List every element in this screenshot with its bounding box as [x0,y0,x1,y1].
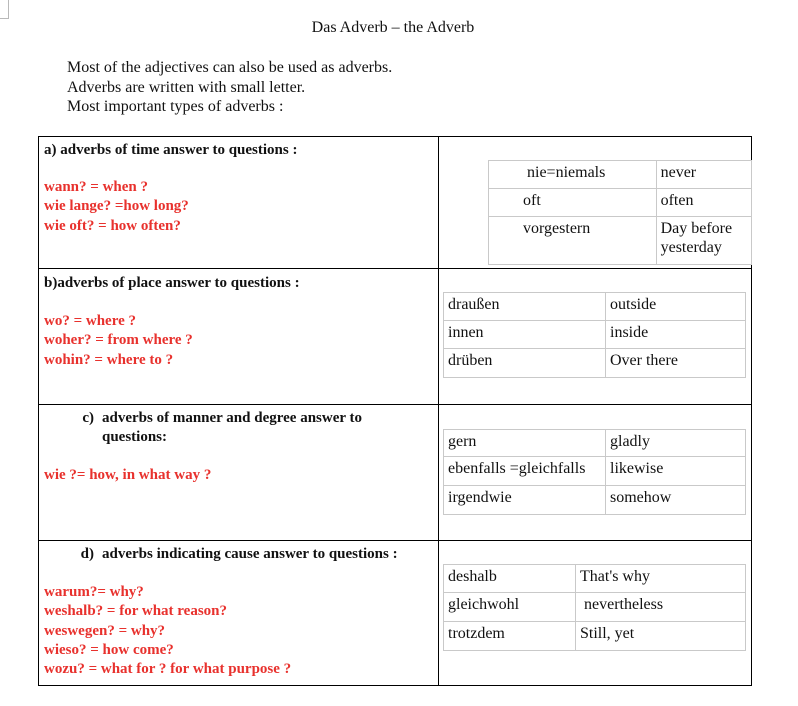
table-row [444,593,746,622]
german-word: ebenfalls =gleichfalls [444,457,606,486]
english-word: Day before yesterday [656,217,751,265]
table-row [444,457,746,486]
section-heading [44,409,402,447]
table-row [444,486,746,515]
english-word: inside [606,321,746,349]
german-word: trotzdem [444,622,576,651]
table-row [444,622,746,651]
section-cause [44,545,398,679]
table-row [489,161,752,189]
english-word: often [656,189,751,217]
question-line: wohin? = where to ? [44,351,174,368]
english-word: Over there [606,349,746,378]
table-row [444,565,746,593]
german-word: nie=niemals [489,161,657,189]
german-word: gern [444,430,606,457]
row-divider [38,540,752,541]
question-line: wieso? = how come? [44,641,174,658]
english-word: gladly [606,430,746,457]
question-line: wie ?= how, in what way ? [44,467,212,483]
german-word: irgendwie [444,486,606,515]
question-line: wozu? = what for ? for what purpose ? [44,661,292,678]
row-divider [38,268,752,269]
table-row [444,293,746,321]
german-word: oft [489,189,657,217]
section-manner [44,409,402,485]
question-line: wo? = where ? [44,313,137,329]
section-heading [44,545,398,564]
english-word: Still, yet [576,622,746,651]
english-word: outside [606,293,746,321]
question-line: weshalb? = for what reason? [44,603,228,620]
table-row [444,321,746,349]
vocab-table-time [488,160,752,265]
question-line: wann? = when ? [44,179,148,195]
german-word: draußen [444,293,606,321]
intro-line: Most of the adjectives can also be used as adverbs. [67,59,393,76]
intro-line: Adverbs are written with small letter. [67,78,306,96]
english-word: never [656,161,751,189]
section-number: d) [80,546,94,562]
section-number: c) [82,410,94,426]
vocab-table-place [443,292,746,378]
page-corner-mark [0,0,9,19]
table-border-left [38,136,39,686]
section-heading: b)adverbs of place answer to questions : [44,275,300,291]
english-word: likewise [606,457,746,486]
german-word: vorgestern [489,217,657,265]
column-divider [438,136,439,686]
section-heading-text: adverbs of manner and degree answer to questions: [102,410,362,445]
intro-line: Most important types of adverbs : [67,98,284,115]
table-border-top [38,136,752,137]
row-divider [38,404,752,405]
question-line: warum?= why? [44,584,144,600]
section-time [44,141,297,236]
section-heading-text: adverbs indicating cause answer to questions : [102,546,398,562]
table-row [489,217,752,265]
page-title: Das Adverb – the Adverb [311,19,475,36]
table-row [444,349,746,378]
table-border-bottom [38,685,752,686]
english-word: That's why [576,565,746,593]
vocab-table-cause [443,564,746,651]
german-word: gleichwohl [444,593,576,622]
german-word: innen [444,321,606,349]
table-row [489,189,752,217]
german-word: drüben [444,349,606,378]
german-word: deshalb [444,565,576,593]
vocab-table-manner [443,429,746,515]
question-line: woher? = from where ? [44,332,193,349]
english-word: nevertheless [576,593,746,622]
english-word: somehow [606,486,746,515]
table-row [444,430,746,457]
section-place [44,274,300,370]
section-heading: a) adverbs of time answer to questions : [44,142,298,158]
question-line: wie oft? = how often? [44,217,181,234]
intro-text [67,58,392,117]
question-line: wie lange? =how long? [44,198,189,215]
adverb-table [38,136,752,686]
question-line: weswegen? = why? [44,622,166,639]
